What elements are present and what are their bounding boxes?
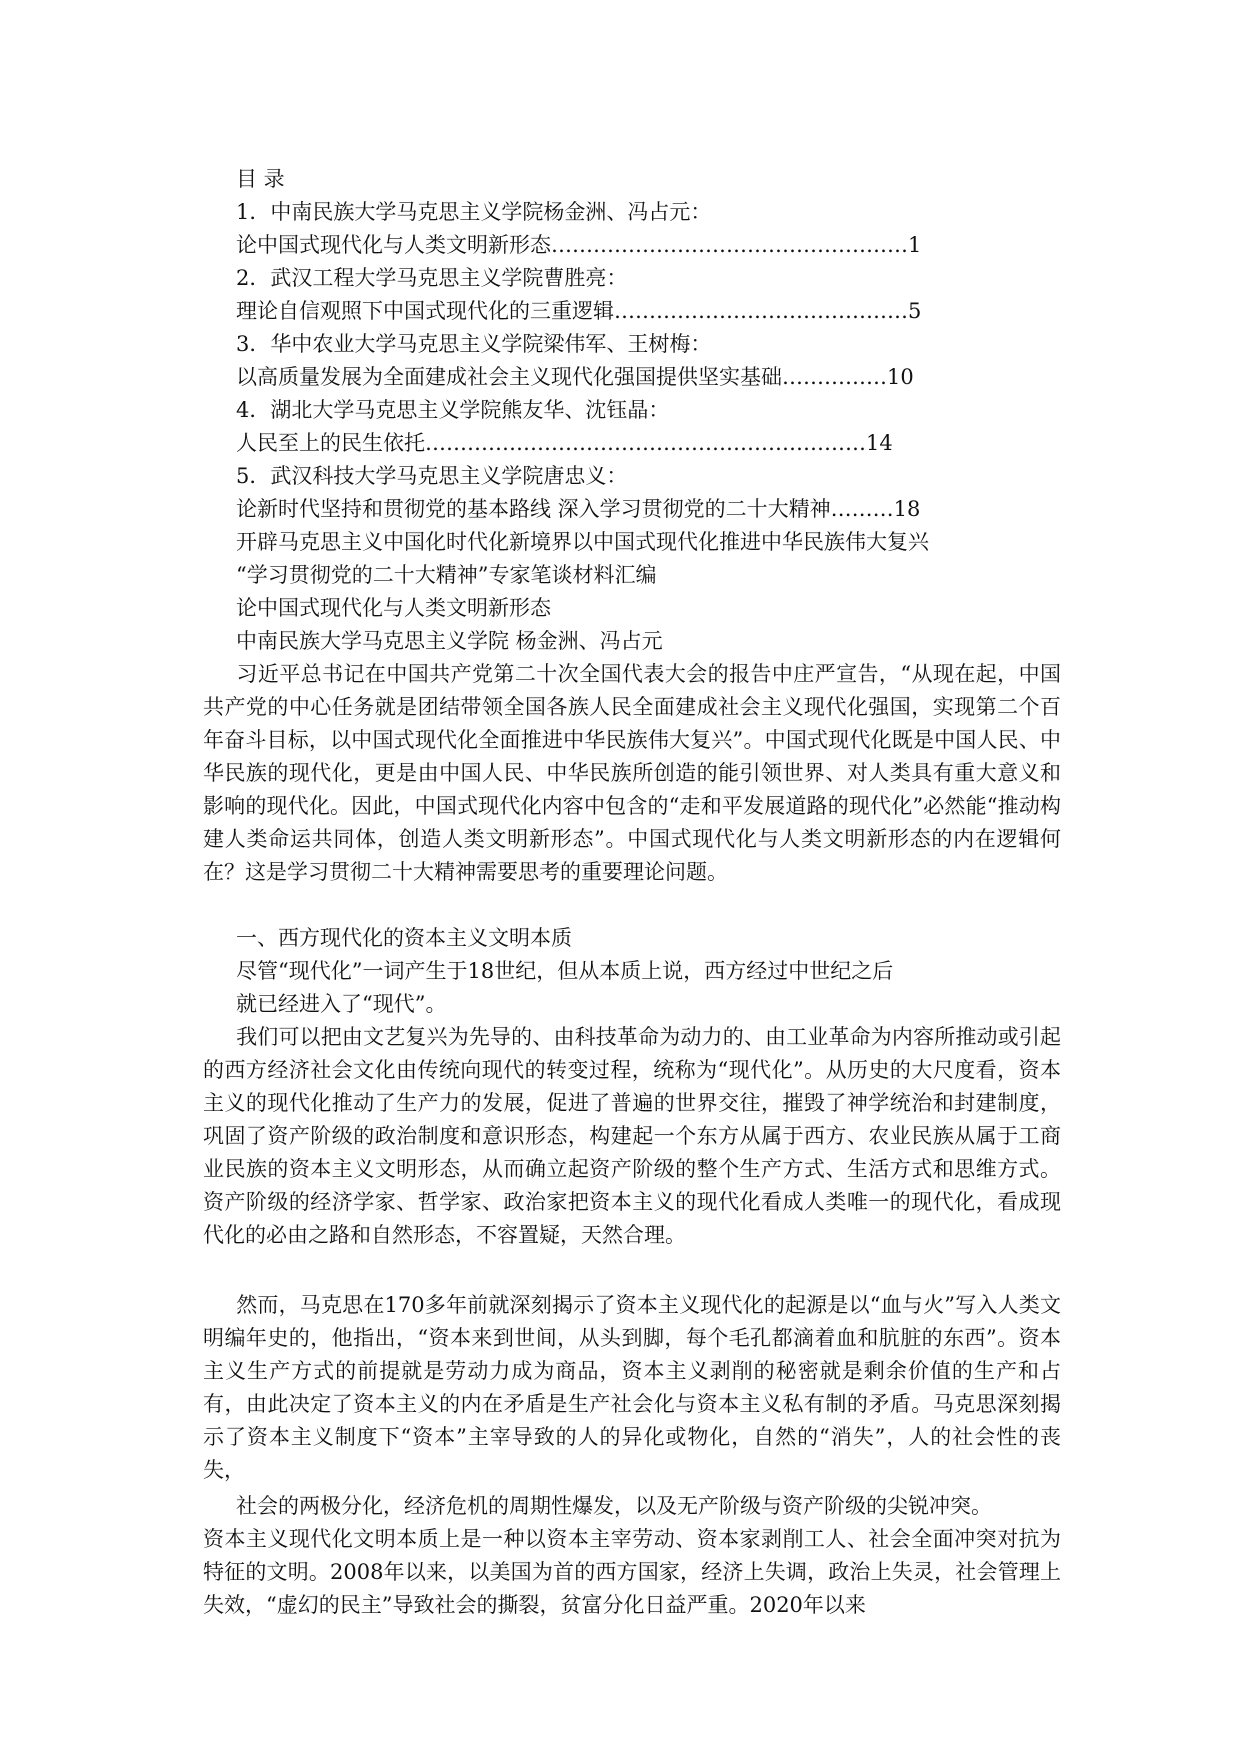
toc-entry-1-author: 1．中南民族大学马克思主义学院杨金洲、冯占元： <box>236 200 712 224</box>
body-paragraph-3-text: 然而，马克思在170多年前就深刻揭示了资本主义现代化的起源是以“血与火”写入人类文明编年史的，他指出，“资本来到世间，从头到脚，每个毛孔都滴着血和肮脏的东西”。资本主义生产方式的前提就是劳动力成为商品，资本主义剥削的秘密就是剩余价值的生产和占有，由此决定了资本主义的内在矛盾是生产社会化与资本主义私有制的矛盾。马克思深刻揭示了资本主义制度下“资本”主宰导致的人的异化或物化，自然的“消失”，人的社会性的丧失， <box>203 1293 1061 1482</box>
toc-entry-5-title[interactable]: 论新时代坚持和贯彻党的基本路线 深入学习贯彻党的二十大精神………18 <box>236 497 921 521</box>
body-paragraph-4 <box>203 1523 1061 1622</box>
article-author: 中南民族大学马克思主义学院 杨金洲、冯占元 <box>236 629 663 653</box>
section-1-line-2: 就已经进入了“现代”。 <box>236 992 447 1016</box>
body-paragraph-1-text: 习近平总书记在中国共产党第二十次全国代表大会的报告中庄严宣告，“从现在起，中国共产党的中心任务就是团结带领全国各族人民全面建成社会主义现代化强国，实现第二个百年奋斗目标，以中国式现代化全面推进中华民族伟大复兴”。中国式现代化既是中国人民、中华民族的现代化，更是由中国人民、中华民族所创造的能引领世界、对人类具有重大意义和影响的现代化。因此，中国式现代化内容中包含的“走和平发展道路的现代化”必然能“推动构建人类命运共同体，创造人类文明新形态”。中国式现代化与人类文明新形态的内在逻辑何在？这是学习贯彻二十大精神需要思考的重要理论问题。 <box>203 662 1061 884</box>
body-paragraph-4-text: 资本主义现代化文明本质上是一种以资本主宰劳动、资本家剥削工人、社会全面冲突对抗为特征的文明。2008年以来，以美国为首的西方国家，经济上失调，政治上失灵，社会管理上失效，“虚幻的民主”导致社会的撕裂，贫富分化日益严重。2020年以来 <box>203 1527 1061 1617</box>
section-heading-1: 一、西方现代化的资本主义文明本质 <box>236 926 572 950</box>
body-paragraph-4-first-line: 社会的两极分化，经济危机的周期性爆发，以及无产阶级与资产阶级的尖锐冲突。 <box>236 1494 992 1518</box>
body-paragraph-2 <box>203 1021 1061 1252</box>
section-1-line-1: 尽管“现代化”一词产生于18世纪，但从本质上说，西方经过中世纪之后 <box>236 959 894 983</box>
toc-entry-3-title[interactable]: 以高质量发展为全面建成社会主义现代化强国提供坚实基础……………10 <box>236 365 914 389</box>
body-paragraph-1 <box>203 658 1061 889</box>
article-title: 论中国式现代化与人类文明新形态 <box>236 596 551 620</box>
body-paragraph-3 <box>203 1289 1061 1487</box>
toc-entry-4-title[interactable]: 人民至上的民生依托………………………………………………………14 <box>236 431 893 455</box>
toc-entry-1-title[interactable]: 论中国式现代化与人类文明新形态……………………………………………1 <box>236 233 922 257</box>
toc-entry-5-author: 5．武汉科技大学马克思主义学院唐忠义： <box>236 464 628 488</box>
toc-entry-4-author: 4．湖北大学马克思主义学院熊友华、沈钰晶： <box>236 398 670 422</box>
series-title: 开辟马克思主义中国化时代化新境界以中国式现代化推进中华民族伟大复兴 <box>236 530 929 554</box>
toc-heading: 目 录 <box>236 167 285 191</box>
toc-entry-2-author: 2．武汉工程大学马克思主义学院曹胜亮： <box>236 266 628 290</box>
toc-entry-3-author: 3．华中农业大学马克思主义学院梁伟军、王树梅： <box>236 332 712 356</box>
collection-title: “学习贯彻党的二十大精神”专家笔谈材料汇编 <box>236 563 657 587</box>
body-paragraph-2-text: 我们可以把由文艺复兴为先导的、由科技革命为动力的、由工业革命为内容所推动或引起的西方经济社会文化由传统向现代的转变过程，统称为“现代化”。从历史的大尺度看，资本主义的现代化推动了生产力的发展，促进了普遍的世界交往，摧毁了神学统治和封建制度，巩固了资产阶级的政治制度和意识形态，构建起一个东方从属于西方、农业民族从属于工商业民族的资本主义文明形态，从而确立起资产阶级的整个生产方式、生活方式和思维方式。资产阶级的经济学家、哲学家、政治家把资本主义的现代化看成人类唯一的现代化，看成现代化的必由之路和自然形态，不容置疑，天然合理。 <box>203 1025 1061 1247</box>
toc-entry-2-title[interactable]: 理论自信观照下中国式现代化的三重逻辑……………………………………5 <box>236 299 922 323</box>
